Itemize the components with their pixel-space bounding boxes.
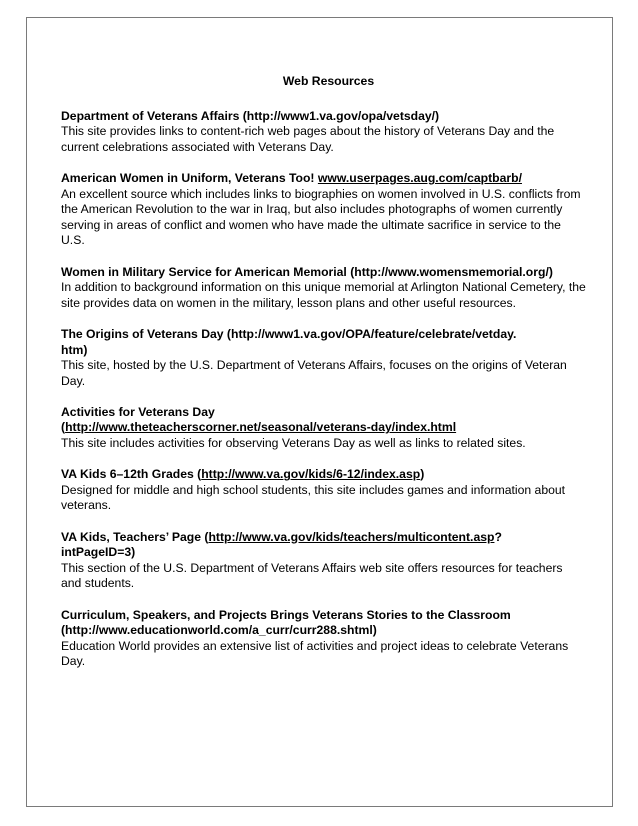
resource-heading: Women in Military Service for American Memorial (http://www.womensmemorial.org/)	[61, 264, 553, 279]
resource-description: Designed for middle and high school students, this site includes games and information about veterans.	[61, 482, 566, 513]
resource-item-women-in-uniform	[61, 171, 586, 249]
resource-description: This site provides links to content-rich web pages about the history of Veterans Day and the current celebrations associated with Veterans Day.	[61, 124, 555, 154]
resource-heading-line: Curriculum, Speakers, and Projects Brings Veterans Stories to the Classroom	[61, 607, 511, 622]
resource-item-origins	[61, 327, 586, 389]
resource-heading-line	[61, 530, 586, 546]
resource-link[interactable]: http://www.va.gov/kids/teachers/multicontent.asp	[208, 529, 495, 544]
resource-item-curriculum	[61, 608, 586, 670]
resource-heading	[61, 530, 586, 561]
resource-heading	[61, 171, 586, 187]
resource-link[interactable]: http://www.va.gov/kids/6-12/index.asp	[201, 467, 421, 482]
resource-item-womens-memorial	[61, 265, 586, 312]
resource-heading	[61, 608, 586, 639]
resource-description: In addition to background information on this unique memorial at Arlington National Cemetery, the site provides data on women in the military, lesson plans and other useful resources.	[61, 280, 586, 310]
resource-heading-text: VA Kids 6–12th Grades (	[61, 467, 202, 482]
resource-heading	[61, 405, 586, 436]
resource-description: This section of the U.S. Department of Veterans Affairs web site offers resources for teachers and students.	[61, 560, 563, 591]
resource-item-va	[61, 109, 586, 156]
resource-heading-text: )	[420, 467, 425, 482]
resource-description: Education World provides an extensive list of activities and project ideas to celebrate Veterans Day.	[61, 638, 569, 669]
resource-heading-line: The Origins of Veterans Day (http://www1.va.gov/OPA/feature/celebrate/vetday.	[61, 326, 517, 341]
resource-description: This site, hosted by the U.S. Department of Veterans Affairs, focuses on the origins of Veteran Day.	[61, 358, 567, 388]
resource-heading	[61, 327, 586, 358]
resource-heading-line	[61, 420, 586, 436]
document-body	[61, 74, 586, 686]
resource-heading-line: intPageID=3)	[61, 545, 136, 560]
resource-heading-text: (	[61, 420, 66, 435]
resource-heading-line: htm)	[61, 342, 88, 357]
resource-link[interactable]: www.userpages.aug.com/captbarb/	[317, 170, 522, 185]
resource-heading-text: VA Kids, Teachers’ Page (	[61, 529, 209, 544]
resource-description: An excellent source which includes links to biographies on women involved in U.S. conflicts from the American Revolution to the war in Iraq, but also includes photographs of women currently serving in areas of conflict and women who have made the ultimate sacrifice in service to the U.S.	[61, 186, 581, 248]
resource-link[interactable]: http://www.theteacherscorner.net/seasonal/veterans-day/index.html	[65, 420, 457, 435]
resource-description: This site includes activities for observing Veterans Day as well as links to related sites.	[61, 436, 526, 451]
resource-item-va-kids-6-12	[61, 467, 586, 514]
resource-item-va-kids-teachers	[61, 530, 586, 592]
resource-heading-text: ?	[494, 529, 502, 544]
resource-heading-line: Activities for Veterans Day	[61, 404, 215, 419]
resource-heading	[61, 467, 586, 483]
resource-heading-text: American Women in Uniform, Veterans Too!	[61, 170, 318, 185]
document-title: Web Resources	[282, 74, 375, 88]
resource-heading: Department of Veterans Affairs (http://www1.va.gov/opa/vetsday/)	[61, 108, 440, 123]
resource-heading-line: (http://www.educationworld.com/a_curr/curr288.shtml)	[61, 623, 377, 638]
resource-item-activities	[61, 405, 586, 452]
